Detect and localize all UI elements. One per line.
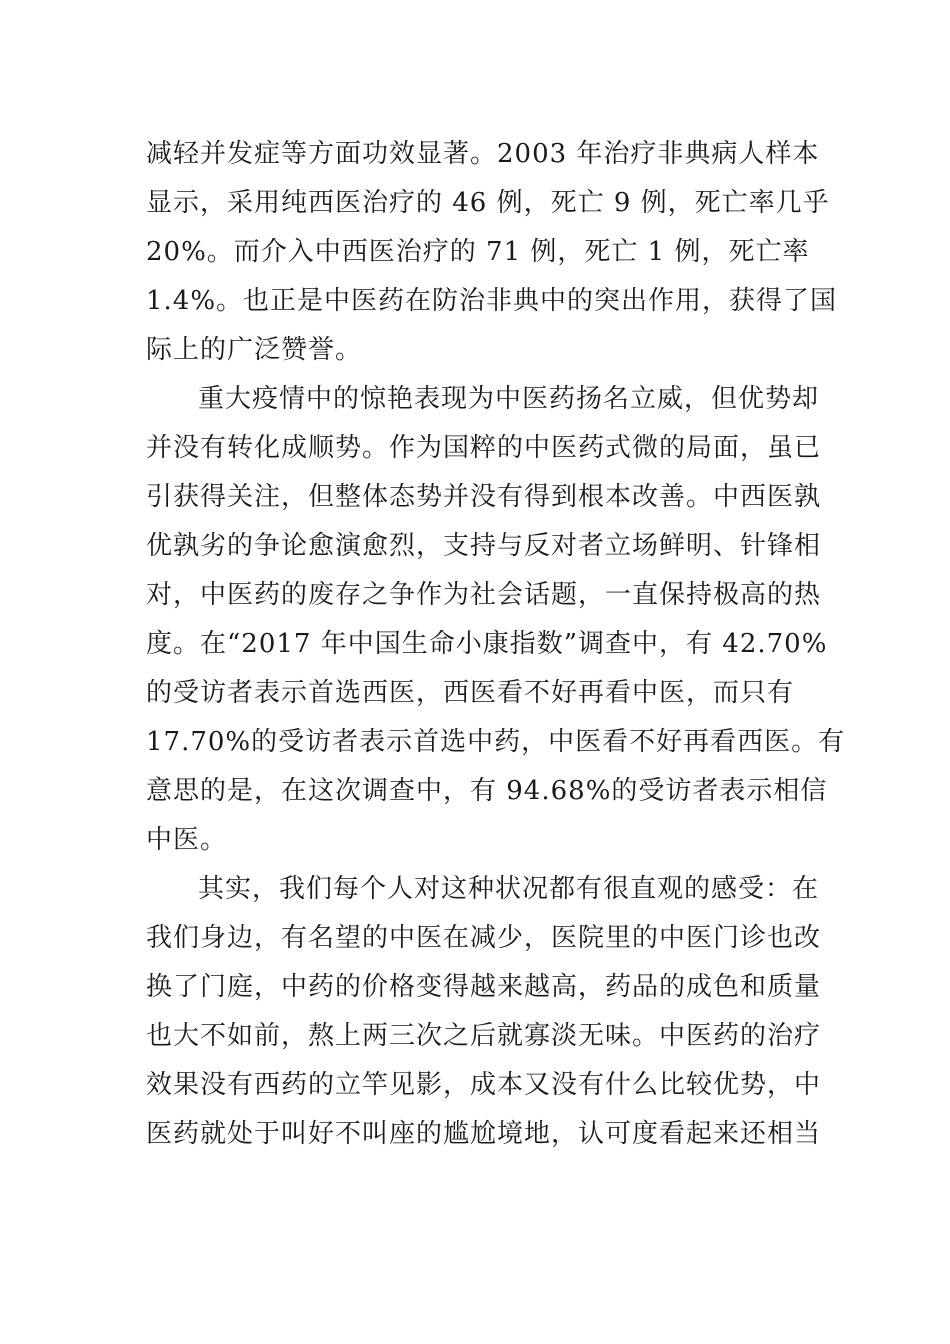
text-line: 其实，我们每个人对这种状况都有很直观的感受：在 (198, 874, 820, 904)
text-line: 换了门庭，中药的价格变得越来越高，药品的成色和质量 (146, 972, 822, 1002)
text-line: 中医。 (146, 825, 228, 855)
text-line: 并没有转化成顺势。作为国粹的中医药式微的局面，虽已 (146, 433, 822, 463)
text-line: 20%。而介入中西医治疗的 71 例，死亡 1 例，死亡率 (146, 237, 810, 267)
text-line: 减轻并发症等方面功效显著。2003 年治疗非典病人样本 (146, 139, 820, 169)
text-line: 重大疫情中的惊艳表现为中医药扬名立威，但优势却 (198, 384, 820, 414)
text-line: 17.70%的受访者表示首选中药，中医看不好再看西医。有 (146, 727, 846, 757)
text-line: 效果没有西药的立竿见影，成本又没有什么比较优势，中 (146, 1070, 822, 1100)
text-line: 优孰劣的争论愈演愈烈，支持与反对者立场鲜明、针锋相 (146, 531, 822, 561)
paragraph-1 (146, 130, 838, 375)
text-line: 1.4%。也正是中医药在防治非典中的突出作用，获得了国 (146, 286, 838, 316)
text-line: 意思的是，在这次调查中，有 94.68%的受访者表示相信 (146, 776, 828, 806)
text-line: 度。在“2017 年中国生命小康指数”调查中，有 42.70% (146, 629, 828, 659)
text-line: 对，中医药的废存之争作为社会话题，一直保持极高的热 (146, 580, 822, 610)
paragraph-2 (146, 375, 846, 865)
document-body (146, 130, 846, 1159)
text-line: 医药就处于叫好不叫座的尴尬境地，认可度看起来还相当 (146, 1119, 822, 1149)
text-line: 显示，采用纯西医治疗的 46 例，死亡 9 例，死亡率几乎 (146, 188, 830, 218)
text-line: 我们身边，有名望的中医在减少，医院里的中医门诊也改 (146, 923, 822, 953)
text-line: 际上的广泛赞誉。 (146, 335, 363, 365)
text-line: 也大不如前，熬上两三次之后就寡淡无味。中医药的治疗 (146, 1021, 822, 1051)
text-line: 的受访者表示首选西医，西医看不好再看中医，而只有 (146, 678, 795, 708)
paragraph-3 (146, 865, 822, 1159)
text-line: 引获得关注，但整体态势并没有得到根本改善。中西医孰 (146, 482, 822, 512)
